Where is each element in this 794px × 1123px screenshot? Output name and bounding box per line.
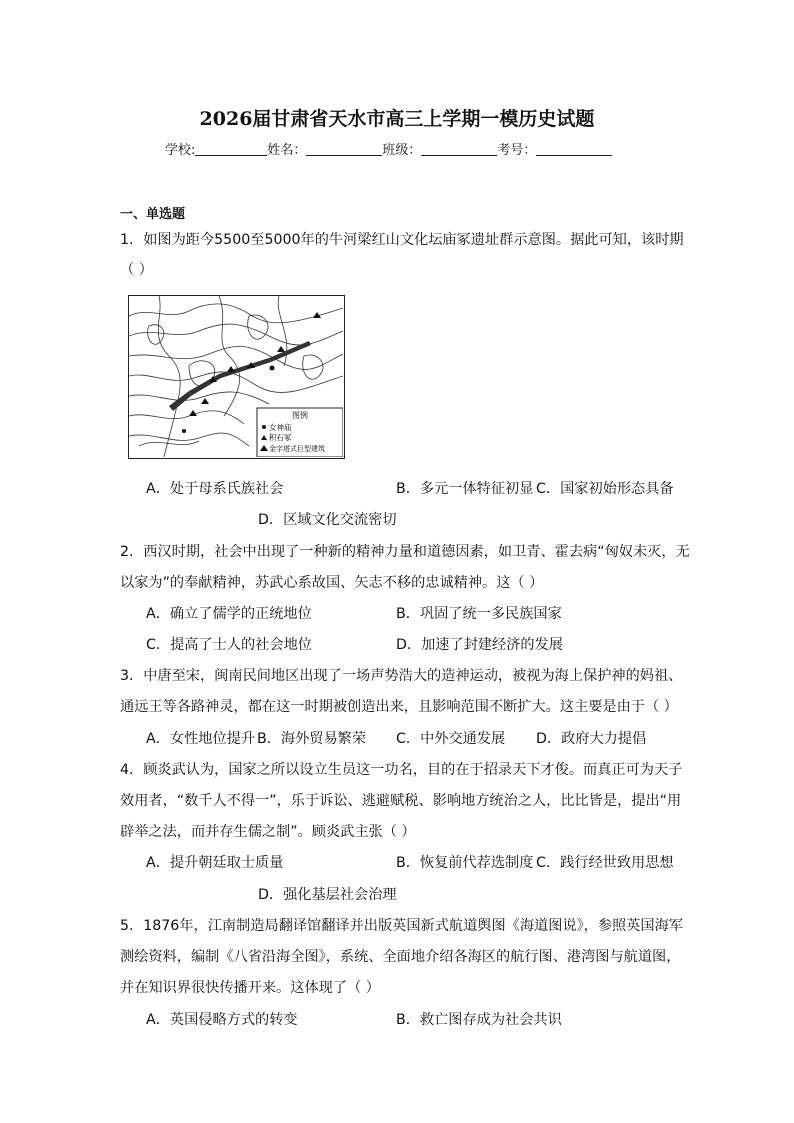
question-1-option-a: A．处于母系氏族社会 bbox=[146, 481, 284, 497]
question-2-option-b: B．巩固了统一多民族国家 bbox=[396, 606, 562, 622]
question-4-option-a: A．提升朝廷取士质量 bbox=[146, 855, 284, 871]
class-label: 班级： bbox=[382, 143, 422, 158]
student-info-line bbox=[165, 139, 612, 158]
question-1-option-d: D．区域文化交流密切 bbox=[258, 512, 397, 528]
question-4-option-d: D．强化基层社会治理 bbox=[258, 887, 397, 903]
question-1-option-c: C．国家初始形态具备 bbox=[536, 481, 674, 497]
question-3-option-a: A．女性地位提升 bbox=[146, 731, 256, 747]
question-1-line-1: 1．如图为距今5500至5000年的牛河梁红山文化坛庙冢遗址群示意图。据此可知，该时期 bbox=[120, 232, 684, 248]
name-blank bbox=[306, 143, 382, 156]
legend-title: 图例 bbox=[292, 411, 308, 420]
question-2-line-2: 以家为”的奉献精神，苏武心系故国、矢志不移的忠诚精神。这（ ） bbox=[120, 575, 544, 591]
map-drawing bbox=[129, 296, 343, 457]
question-5-line-1: 5．1876年，江南制造局翻译馆翻译并出版英国新式航道舆图《海道图说》，参照英国海军 bbox=[120, 918, 683, 934]
question-1-line-2: （ ） bbox=[120, 262, 153, 278]
legend-item-pyramid: 金字塔式巨型建筑 bbox=[269, 445, 325, 453]
question-4-option-c: C．践行经世致用思想 bbox=[536, 855, 674, 871]
question-2-option-c: C．提高了士人的社会地位 bbox=[146, 637, 312, 653]
map-legend bbox=[257, 408, 343, 457]
question-2-option-a: A．确立了儒学的正统地位 bbox=[146, 606, 312, 622]
question-4-line-1: 4．顾炎武认为，国家之所以设立生员这一功名，目的在于招录天下才俊。而真正可为天子 bbox=[120, 762, 683, 778]
school-label: 学校: bbox=[165, 143, 196, 158]
question-1-option-b: B．多元一体特征初显 bbox=[396, 481, 534, 497]
question-4-line-2: 效用者，“数千人不得一”，乐于诉讼、逃避赋税、影响地方统治之人，比比皆是，提出“用 bbox=[120, 793, 682, 809]
section-heading: 一、单选题 bbox=[120, 207, 186, 222]
name-label: 姓名： bbox=[267, 143, 307, 158]
temple-marker-icon bbox=[262, 425, 266, 429]
school-blank bbox=[195, 143, 267, 156]
question-4-line-3: 辟举之法，而并存生儒之制”。顾炎武主张（ ） bbox=[120, 824, 416, 840]
question-5-line-2: 测绘资料，编制《八省沿海全图》，系统、全面地介绍各海区的航行图、港湾图与航道图， bbox=[120, 949, 681, 965]
question-4-option-b: B．恢复前代荐选制度 bbox=[396, 855, 534, 871]
legend-item-cairn: 积石冢 bbox=[269, 433, 292, 442]
number-label: 考号： bbox=[497, 143, 537, 158]
question-2-option-d: D．加速了封建经济的发展 bbox=[396, 637, 563, 653]
question-3-option-b: B．海外贸易繁荣 bbox=[257, 731, 367, 747]
question-3-line-2: 通远王等各路神灵，都在这一时期被创造出来，且影响范围不断扩大。这主要是由于（ ） bbox=[120, 699, 678, 715]
question-3-option-d: D．政府大力提倡 bbox=[536, 731, 647, 747]
hongshan-site-map bbox=[128, 295, 345, 459]
legend-item-temple: 女神庙 bbox=[269, 423, 292, 432]
question-5-line-3: 并在知识界很快传播开来。这体现了（ ） bbox=[120, 980, 380, 996]
page-title: 2026届甘肃省天水市高三上学期一模历史试题 bbox=[199, 108, 595, 130]
class-blank bbox=[421, 143, 497, 156]
question-5-option-b: B．救亡图存成为社会共识 bbox=[396, 1012, 562, 1028]
question-2-line-1: 2．西汉时期，社会中出现了一种新的精神力量和道德因素，如卫青、霍去病“匈奴未灭，无 bbox=[120, 544, 690, 560]
number-blank bbox=[536, 143, 612, 156]
question-5-option-a: A．英国侵略方式的转变 bbox=[146, 1012, 298, 1028]
question-3-option-c: C．中外交通发展 bbox=[396, 731, 506, 747]
question-3-line-1: 3．中唐至宋，闽南民间地区出现了一场声势浩大的造神运动，被视为海上保护神的妈祖、 bbox=[120, 668, 683, 684]
